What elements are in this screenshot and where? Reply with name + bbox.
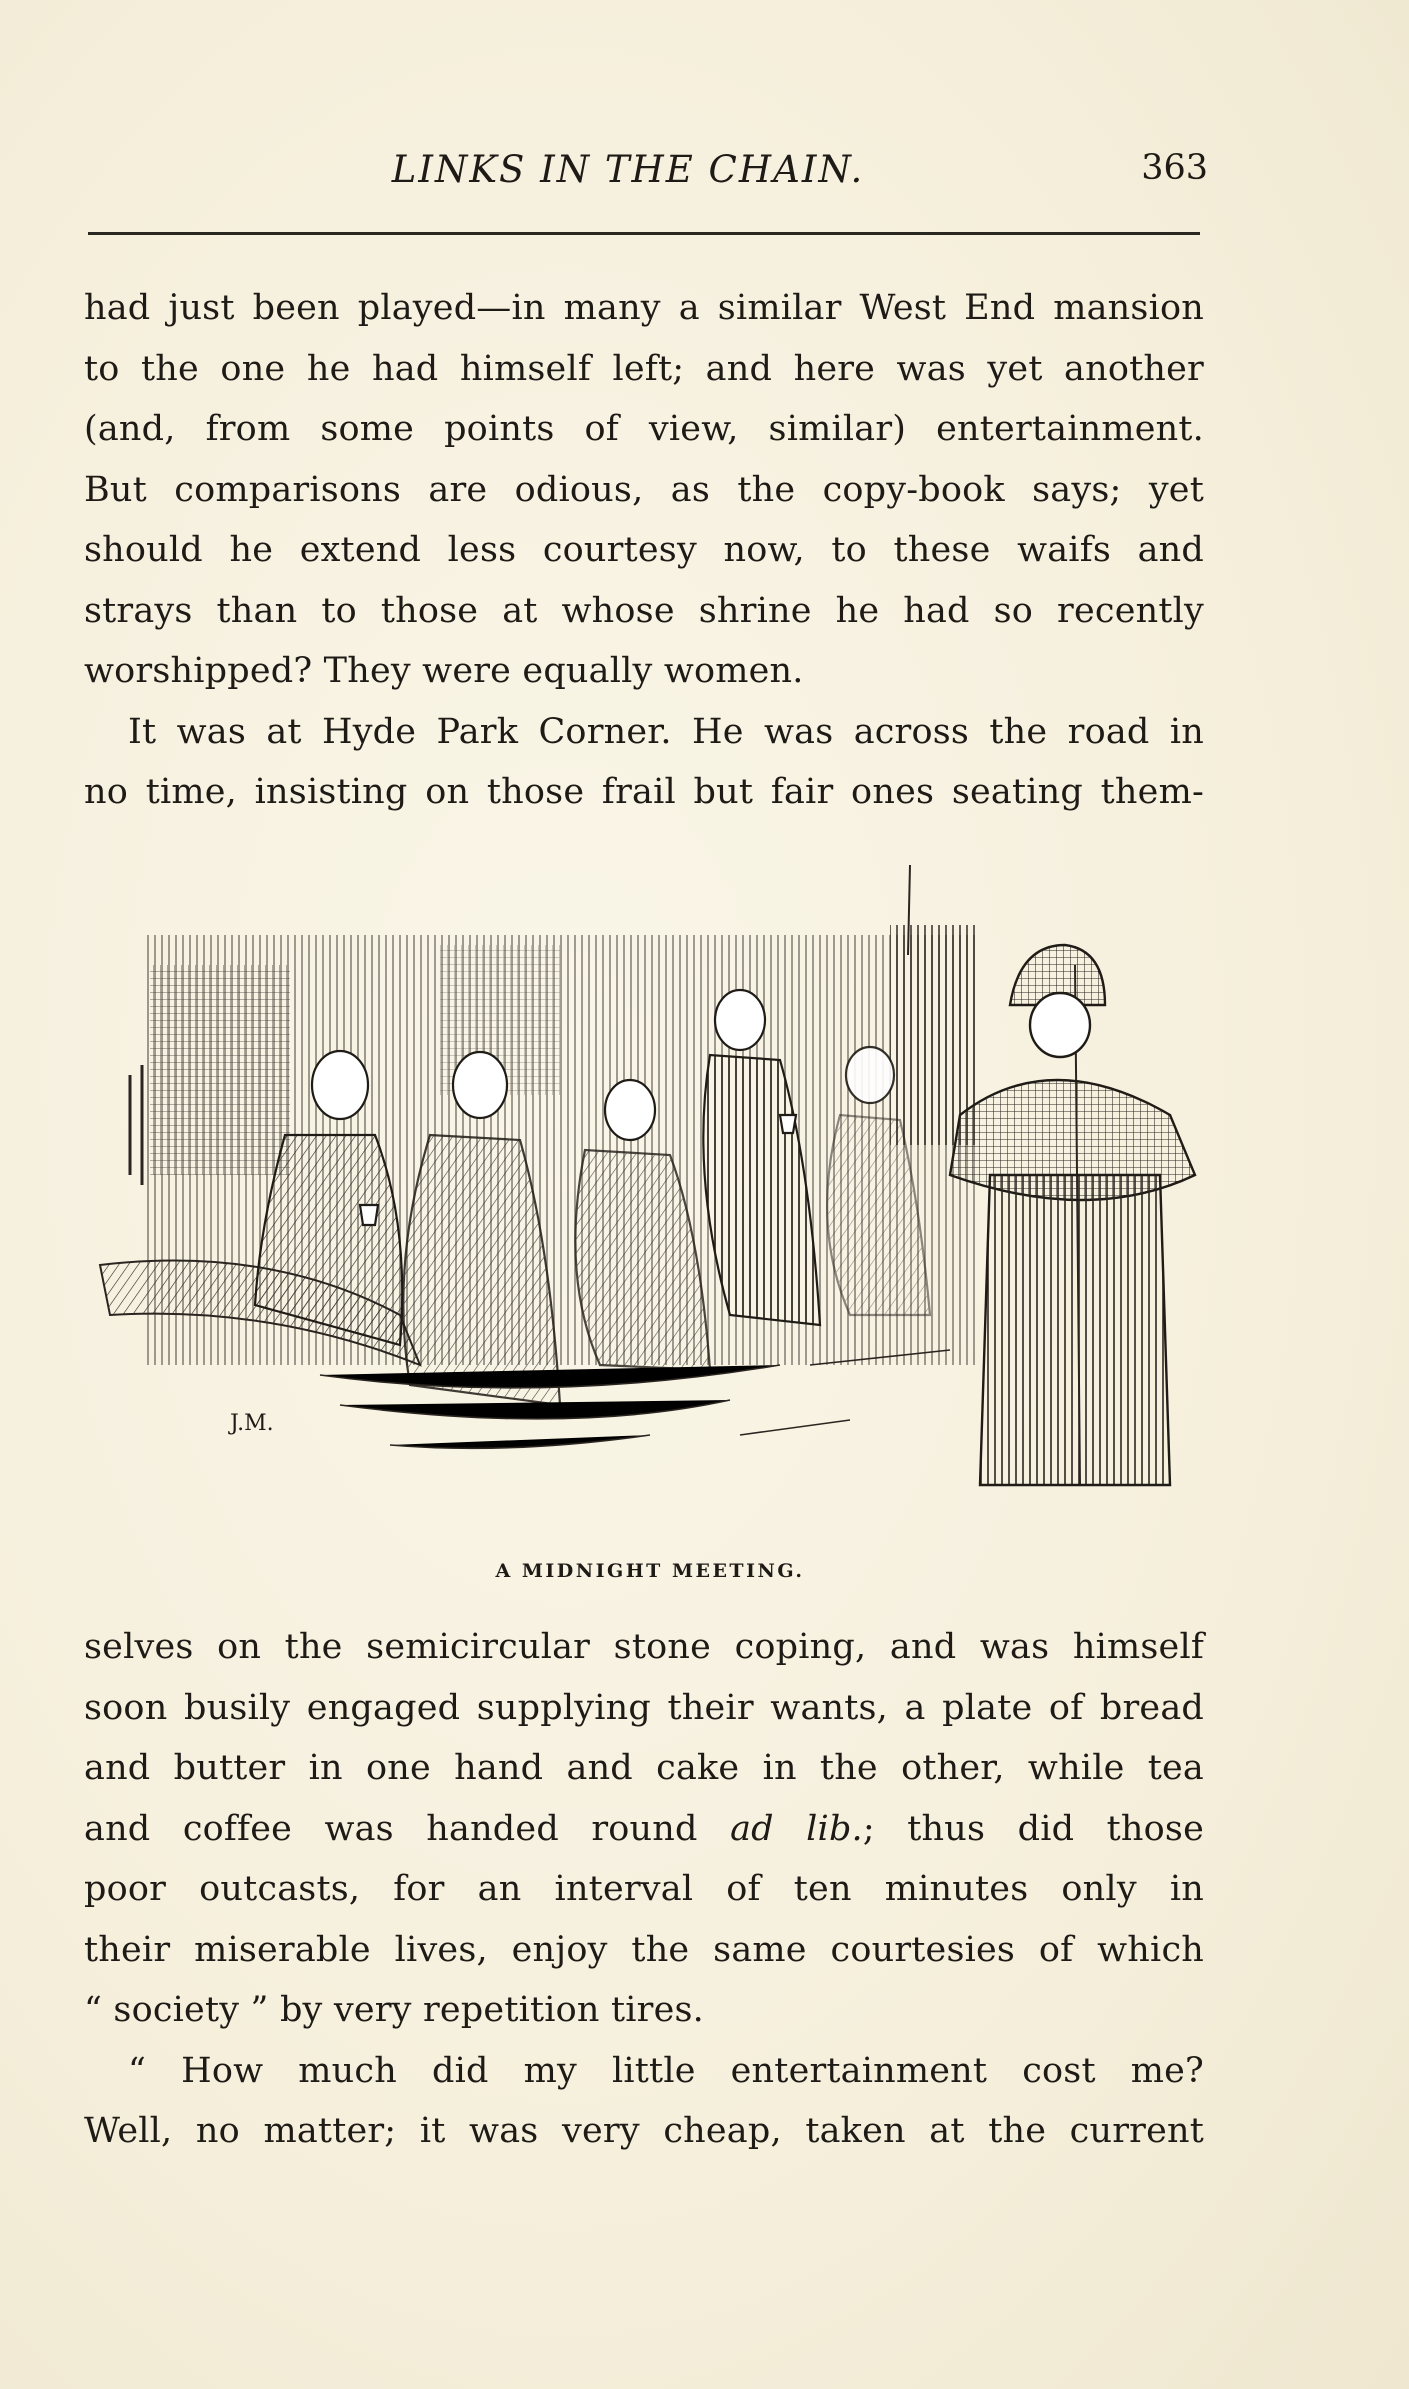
italic-phrase: ad lib. (730, 1808, 863, 1849)
policeman-figure (950, 945, 1195, 1485)
figure-caption: A MIDNIGHT MEETING. (495, 1560, 805, 1582)
paragraph-bottom (84, 1617, 1204, 2162)
text-line: poor outcasts, for an interval of ten minutes only in (84, 1869, 1204, 1909)
text-line (84, 1799, 1204, 1860)
text-line: It was at Hyde Park Corner. He was across the road in (128, 711, 1204, 752)
page-number: 363 (1141, 148, 1208, 188)
text-span: ; thus did those (862, 1808, 1204, 1849)
text-line: and butter in one hand and cake in the other, while tea (84, 1748, 1204, 1788)
text-line: selves on the semicircular stone coping, and was himself (84, 1627, 1204, 1667)
artist-signature: J.M. (230, 1411, 274, 1436)
text-line: Well, no matter; it was very cheap, taken at the current (84, 2111, 1204, 2151)
text-line: worshipped? They were equally women. (84, 651, 804, 691)
text-line: soon busily engaged supplying their wants, a plate of bread (84, 1687, 1204, 1728)
text-line: strays than to those at whose shrine he had so recently (84, 590, 1204, 631)
paragraph-top (84, 278, 1204, 823)
text-line: “ How much did my little entertainment cost me? (128, 2050, 1204, 2091)
text-line: to the one he had himself left; and here was yet another (84, 348, 1204, 389)
text-span: and coffee was handed round (84, 1808, 731, 1849)
text-line: (and, from some points of view, similar) entertainment. (84, 409, 1204, 449)
header-rule (88, 232, 1200, 235)
text-line: no time, insisting on those frail but fair ones seating them- (84, 772, 1204, 812)
running-title: LINKS IN THE CHAIN. (391, 148, 865, 191)
text-line: But comparisons are odious, as the copy-book says; yet (84, 469, 1204, 510)
text-line: “ society ” by very repetition tires. (84, 1990, 704, 2030)
illustration-midnight-meeting (90, 845, 1200, 1535)
text-line: their miserable lives, enjoy the same courtesies of which (84, 1929, 1204, 1970)
text-line: should he extend less courtesy now, to these waifs and (84, 530, 1204, 570)
running-head (88, 148, 1208, 200)
text-line: had just been played—in many a similar West End mansion (84, 288, 1204, 328)
